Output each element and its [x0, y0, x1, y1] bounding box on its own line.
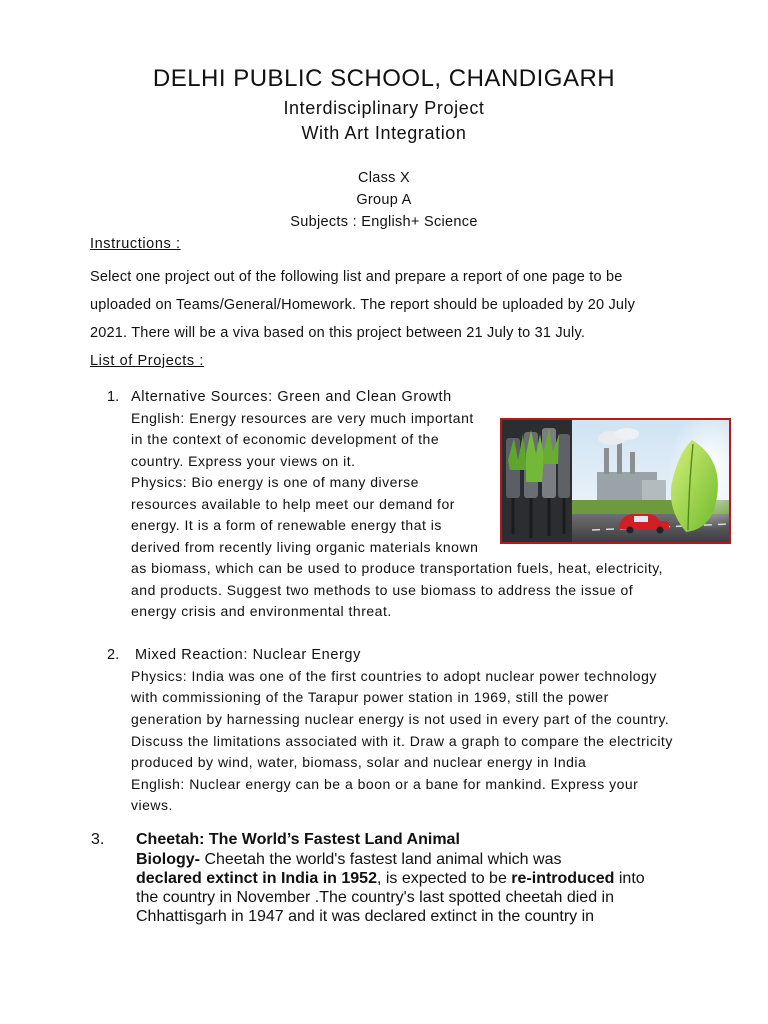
project-1-line: country. Express your views on it. — [131, 453, 356, 469]
project-3-line-1 — [136, 850, 561, 869]
project-1-line: and products. Suggest two methods to use biomass to address the issue of — [131, 582, 634, 598]
project-2-line: views. — [131, 797, 173, 813]
project-1-line: as biomass, which can be used to produce transportation fuels, heat, electricity, — [131, 560, 664, 576]
class-label: Class X — [357, 170, 411, 186]
project-2-line: Physics: India was one of the first countries to adopt nuclear power technology — [131, 668, 657, 684]
project-3-text: Cheetah the world's fastest land animal which was — [200, 851, 562, 868]
project-2-number: 2. — [107, 647, 120, 663]
project-1-line: derived from recently living organic materials known — [131, 539, 479, 555]
green-energy-image — [502, 420, 729, 542]
project-2-line: generation by harnessing nuclear energy is not used in every part of the country. — [131, 711, 670, 727]
project-1-line: energy. It is a form of renewable energy that is — [131, 517, 442, 533]
project-1-line: English: Energy resources are very much important — [131, 410, 474, 426]
project-title-line2: With Art Integration — [301, 123, 467, 143]
project-1-line: in the context of economic development of the — [131, 431, 440, 447]
project-1-title: Alternative Sources: Green and Clean Growth — [131, 389, 452, 405]
green-energy-illustration — [500, 418, 731, 544]
project-1-number: 1. — [107, 389, 120, 405]
project-3-line-3: the country in November .The country's last spotted cheetah died in — [136, 889, 614, 906]
project-2-title: Mixed Reaction: Nuclear Energy — [135, 647, 361, 663]
project-3-line-4: Chhattisgarh in 1947 and it was declared extinct in the country in — [136, 908, 595, 925]
project-1-line: Physics: Bio energy is one of many diverse — [131, 474, 419, 490]
subjects-label: Subjects : English+ Science — [290, 214, 478, 230]
project-3-line-2 — [136, 869, 645, 888]
project-2-line: Discuss the limitations associated with it. Draw a graph to compare the electricity — [131, 733, 673, 749]
project-2-line: produced by wind, water, biomass, solar and nuclear energy in India — [131, 754, 587, 770]
project-1-line: resources available to help meet our demand for — [131, 496, 455, 512]
project-title-line1: Interdisciplinary Project — [283, 98, 485, 118]
project-1-line: energy crisis and environmental threat. — [131, 603, 392, 619]
project-3-text: into — [614, 870, 645, 887]
school-name: DELHI PUBLIC SCHOOL, CHANDIGARH — [152, 65, 616, 92]
project-2-line: English: Nuclear energy can be a boon or a bane for mankind. Express your — [131, 776, 639, 792]
project-3-title: Cheetah: The World’s Fastest Land Animal — [136, 831, 460, 848]
project-3-number: 3. — [91, 831, 105, 848]
projects-heading: List of Projects : — [90, 353, 204, 369]
biology-label: Biology- — [136, 851, 200, 868]
project-3-bold-text: declared extinct in India in 1952 — [136, 870, 377, 887]
project-3-bold-text: re-introduced — [511, 870, 615, 887]
group-label: Group A — [356, 192, 412, 208]
instructions-line-2: uploaded on Teams/General/Homework. The report should be uploaded by 20 July — [90, 297, 636, 313]
instructions-line-3: 2021. There will be a viva based on this project between 21 July to 31 July. — [90, 325, 586, 341]
instructions-line-1: Select one project out of the following list and prepare a report of one page to be — [90, 269, 623, 285]
project-3-text: , is expected to be — [376, 870, 512, 887]
project-2-line: with commissioning of the Tarapur power station in 1969, still the power — [131, 689, 609, 705]
instructions-heading: Instructions : — [90, 236, 181, 252]
